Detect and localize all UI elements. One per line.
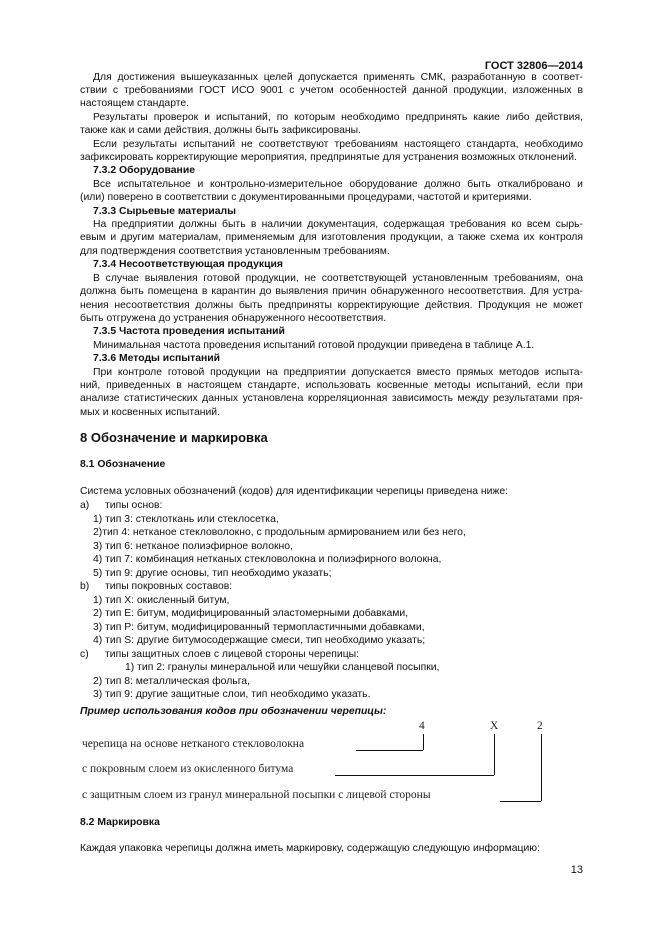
paragraph-line: ствии с требованиями ГОСТ ИСО 9001 с учетом особенностей данной продукции, изложенных в — [80, 85, 583, 96]
code-label: 2 — [537, 720, 543, 732]
list-item: 3) тип P: битум, модифицированный термопластичными добавками, — [93, 621, 425, 633]
paragraph-line: настоящем стандарте. — [80, 98, 190, 109]
list-item: 2)тип 4: нетканое стекловолокно, с продольным армированием или без него, — [93, 527, 466, 538]
paragraph-line: Если результаты испытаний не соответствуют требованиям настоящего стандарта, необходимо — [93, 139, 583, 150]
paragraph-line: евым и другим материалам, применяемым для изготовления продукции, а также схема их контроля — [80, 232, 583, 243]
list-marker: c) — [80, 648, 89, 660]
paragraph-line: также как и сами действия, должны быть зафиксированы. — [80, 125, 361, 136]
subsection-heading: 7.3.3 Сырьевые материалы — [93, 206, 236, 217]
paragraph-line: Результаты проверок и испытаний, по которым необходимо предпринять какие либо действия, — [93, 112, 583, 123]
section-title: 8 Обозначение и маркировка — [80, 430, 268, 445]
code-label: 4 — [419, 720, 425, 732]
paragraph-line: Каждая упаковка черепицы должна иметь маркировку, содержащую следующую информацию: — [80, 843, 540, 854]
paragraph-line: Система условных обозначений (кодов) для идентификации черепицы приведена ниже: — [80, 486, 509, 497]
subsection-heading: 8.2 Маркировка — [80, 817, 160, 828]
list-item: типы покровных составов: — [105, 581, 233, 592]
code-label: X — [490, 720, 499, 732]
leader-line — [356, 750, 423, 751]
paragraph-line: быть отгружена до устранения обнаруженного несоответствия. — [80, 313, 387, 324]
page-number: 13 — [570, 864, 583, 876]
paragraph-line: нения несоответствия должны быть предприняты корректирующие действия. Продукция не может — [80, 300, 583, 311]
list-item: 5) тип 9: другие основы, тип необходимо указать; — [93, 567, 332, 579]
example-row: черепица на основе нетканого стекловолокна — [82, 738, 305, 750]
paragraph-line: ний, приведенных в настоящем стандарте, использовать косвенные методы испытаний, если при — [80, 380, 583, 391]
leader-line — [423, 734, 424, 750]
paragraph-line: Минимальная частота проведения испытаний готовой продукции приведена в таблице А.1. — [93, 340, 535, 351]
subsection-heading: 7.3.4 Несоответствующая продукция — [93, 259, 283, 270]
subsection-heading: 7.3.2 Оборудование — [93, 165, 195, 176]
list-item: 3) тип 9: другие защитные слои, тип необходимо указать. — [93, 689, 371, 700]
leader-line — [541, 734, 542, 801]
list-marker: b) — [80, 581, 90, 592]
list-item: типы основ: — [105, 500, 163, 511]
list-item: 2) тип E: битум, модифицированный эластомерными добавками, — [93, 608, 409, 619]
example-title: Пример использования кодов при обозначении черепицы: — [80, 706, 387, 717]
leader-line — [335, 775, 494, 776]
paragraph-line: Для достижения вышеуказанных целей допускается применять СМК, разработанную в соответ- — [93, 72, 583, 83]
list-item: 3) тип 6: нетканое полиэфирное волокно, — [93, 540, 293, 552]
paragraph-line: При контроле готовой продукции на предприятии допускается вместо прямых методов испыта- — [93, 367, 583, 378]
document-id: ГОСТ 32806—2014 — [484, 60, 583, 72]
paragraph-line: мых и косвенных испытаний. — [80, 407, 220, 418]
example-row: с покровным слоем из окисленного битума — [82, 763, 294, 775]
paragraph-line: для подтверждения соответствия установленным требованиям. — [80, 246, 390, 257]
list-item: 1) тип 3: стеклоткань или стеклосетка, — [93, 513, 279, 525]
subsection-heading: 8.1 Обозначение — [80, 459, 166, 470]
list-item: 1) тип X: окисленный битум, — [93, 594, 230, 606]
paragraph-line: Все испытательное и контрольно-измерительное оборудование должно быть откалибровано и — [93, 179, 583, 190]
list-item: типы защитных слоев с лицевой стороны черепицы: — [105, 648, 360, 660]
paragraph-line: В случае выявления готовой продукции, не соответствующей установленным требованиям, она — [93, 273, 583, 284]
list-item: 4) тип S: другие битумосодержащие смеси, тип необходимо указать; — [93, 635, 426, 646]
list-item: 4) тип 7: комбинация нетканых стекловолокна и полиэфирного волокна, — [93, 554, 442, 565]
leader-line — [500, 801, 541, 802]
paragraph-line: (или) поверено в соответствии с документированными процедурами, частотой и критериями. — [80, 192, 532, 203]
paragraph-line: анализе статистических данных установлена корреляционная зависимость между результатами пря- — [80, 393, 583, 404]
list-item: 2) тип 8: металлическая фольга, — [93, 675, 250, 687]
subsection-heading: 7.3.6 Методы испытаний — [93, 353, 221, 364]
list-marker: a) — [80, 500, 90, 511]
leader-line — [494, 734, 495, 775]
example-row: с защитным слоем из гранул минеральной посыпки с лицевой стороны — [82, 789, 431, 801]
paragraph-line: должна быть помещена в карантин до выявления причин обнаруженного несоответствия. Для устра- — [80, 286, 583, 297]
paragraph-line: На предприятии должны быть в наличии документация, содержащая требования ко всем сырь- — [93, 219, 583, 230]
list-item: 1) тип 2: гранулы минеральной или чешуйки сланцевой посыпки, — [125, 662, 440, 673]
subsection-heading: 7.3.5 Частота проведения испытаний — [93, 326, 285, 337]
paragraph-line: зафиксировать корректирующие мероприятия, предпринятые для устранения возможных отклонений. — [80, 152, 577, 163]
